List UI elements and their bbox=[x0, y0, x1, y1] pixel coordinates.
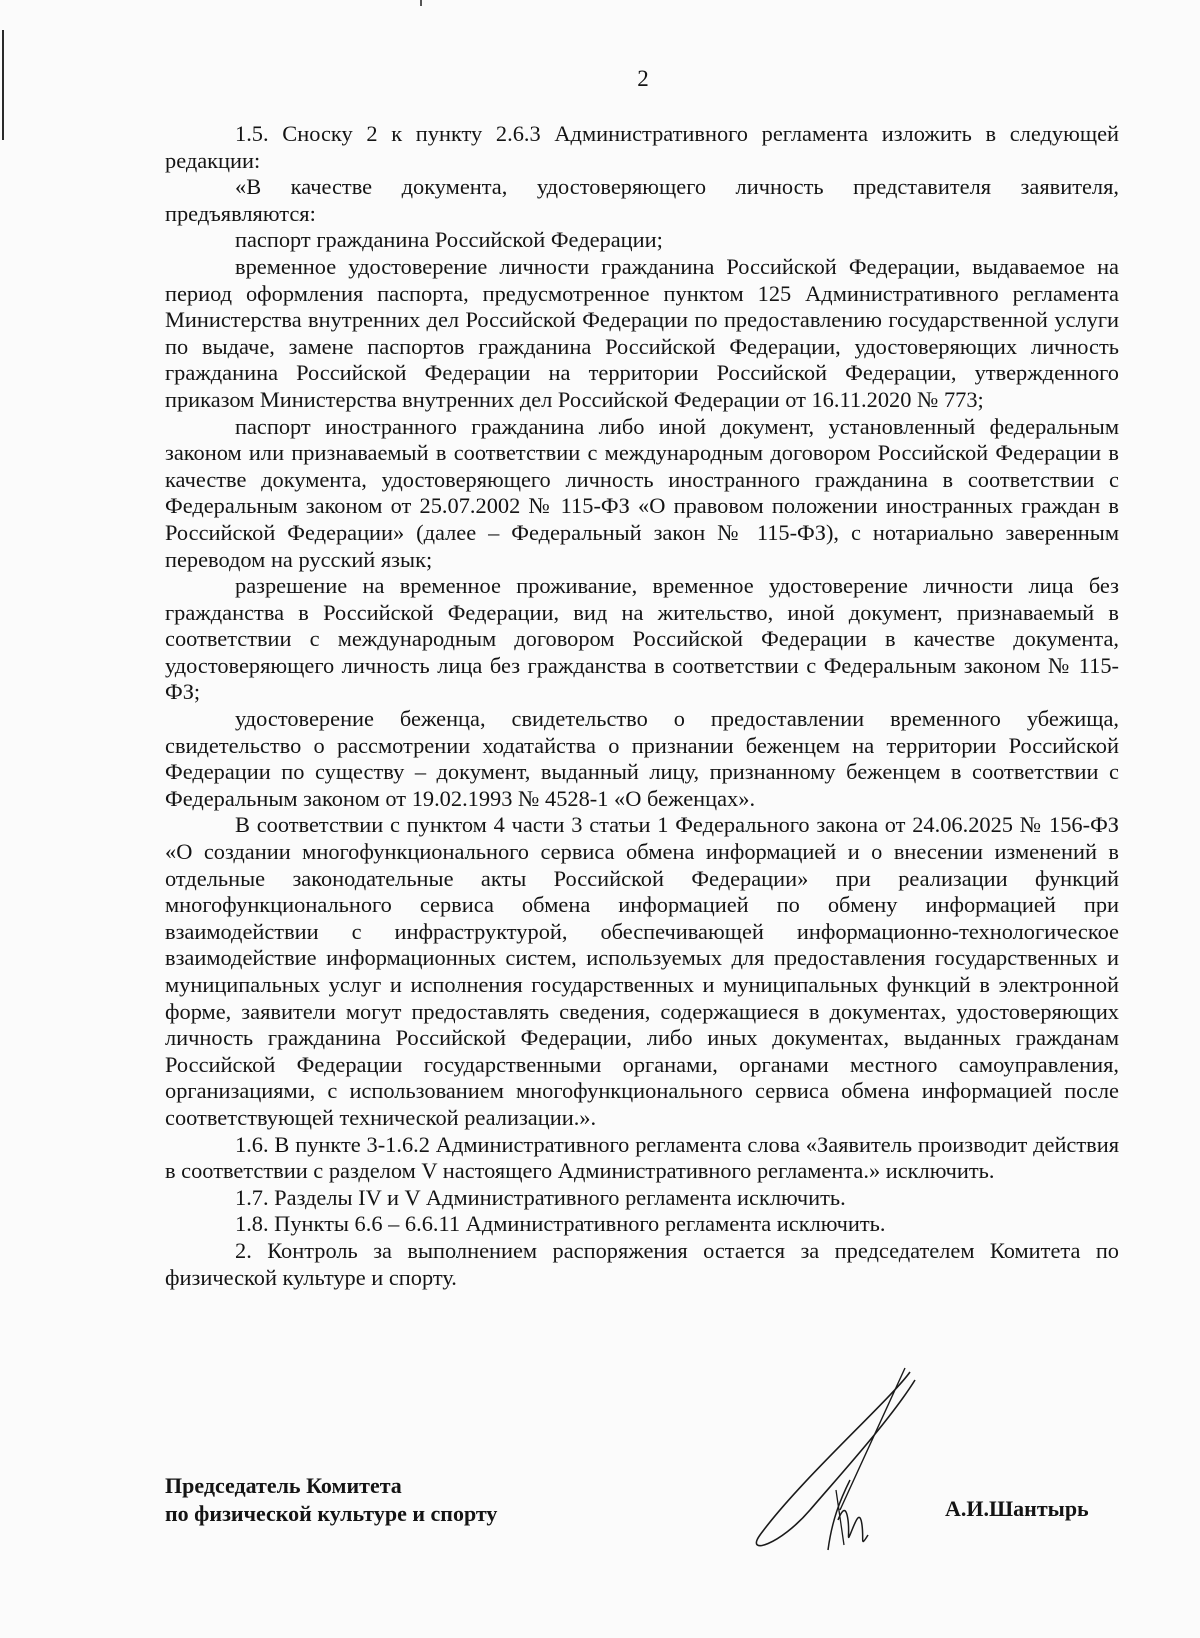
paragraph: 1.8. Пункты 6.6 – 6.6.11 Административного регламента исключить. bbox=[235, 1211, 886, 1237]
handwritten-signature bbox=[740, 1360, 970, 1560]
page-number: 2 bbox=[637, 66, 649, 91]
paragraph: разрешение на временное проживание, временное удостоверение личности лица без гражданства в Российской Федерации, вид на жительство, иной документ, признаваемый в соответствии с международным договором Российской Федерации в качестве документа, удостоверяющего личность лица без гражданства в соответствии с Федеральным законом № 115-ФЗ; bbox=[165, 573, 1119, 705]
paragraph: 2. Контроль за выполнением распоряжения остается за председателем Комитета по физической культуре и спорту. bbox=[165, 1237, 1119, 1290]
signatory-name: А.И.Шантырь bbox=[945, 1496, 1089, 1521]
paragraph: паспорт иностранного гражданина либо иной документ, установленный федеральным законом или признаваемый в соответствии с международным договором Российской Федерации в качестве документа, удостоверяющего личность иностранного гражданина в соответствии с Федеральным законом от 25.07.2002 № 115-ФЗ «О правовом положении иностранных граждан в Российской Федерации» (далее – Федеральный закон № 115-ФЗ), с нотариально заверенным переводом на русский язык; bbox=[165, 413, 1119, 572]
document-body bbox=[165, 121, 1119, 1291]
signatory-title bbox=[165, 1472, 497, 1528]
paragraph: «В качестве документа, удостоверяющего личность представителя заявителя, предъявляются: bbox=[165, 174, 1119, 226]
paragraph: 1.7. Разделы IV и V Административного регламента исключить. bbox=[235, 1184, 846, 1210]
paragraph: 1.5. Сноску 2 к пункту 2.6.3 Административного регламента изложить в следующей редакции: bbox=[165, 121, 1119, 173]
paragraph: удостоверение беженца, свидетельство о предоставлении временного убежища, свидетельство о рассмотрении ходатайства о признании беженцем на территории Российской Федерации по существу – документ, выданный лицу, признанному беженцем в соответствии с Федеральным законом от 19.02.1993 № 4528-1 «О беженцах». bbox=[165, 706, 1119, 811]
paragraph: временное удостоверение личности гражданина Российской Федерации, выдаваемое на период оформления паспорта, предусмотренное пунктом 125 Административного регламента Министерства внутренних дел Российской Федерации по предоставлению государственной услуги по выдаче, замене паспортов гражданина Российской Федерации, удостоверяющих личность гражданина Российской Федерации на территории Российской Федерации, утвержденного приказом Министерства внутренних дел Российской Федерации от 16.11.2020 № 773; bbox=[165, 253, 1119, 412]
scan-top-mark bbox=[420, 0, 422, 6]
paragraph: паспорт гражданина Российской Федерации; bbox=[235, 227, 663, 253]
signatory-title-line: по физической культуре и спорту bbox=[165, 1501, 498, 1526]
paragraph: 1.6. В пункте 3-1.6.2 Административного регламента слова «Заявитель производит действия в соответствии с разделом V настоящего Административного регламента.» исключить. bbox=[165, 1131, 1119, 1184]
paragraph: В соответствии с пунктом 4 части 3 статьи 1 Федерального закона от 24.06.2025 № 156-ФЗ «О создании многофункционального сервиса обмена информацией и о внесении изменений в отдельные законодательные акты Российской Федерации» при реализации функций многофункционального сервиса обмена информацией по обмену информацией при взаимодействии с инфраструктурой, обеспечивающей информационно-технологическое взаимодействие информационных систем, используемых для предоставления государственных и муниципальных услуг и исполнения государственных и муниципальных функций в электронной форме, заявители могут предоставлять сведения, содержащиеся в документах, удостоверяющих личность гражданина Российской Федерации, либо иных документах, выданных гражданам Российской Федерации государственными органами, органами местного самоуправления, организациями, с использованием многофункционального сервиса обмена информацией после соответствующей технической реализации.». bbox=[165, 812, 1119, 1130]
signatory-title-line: Председатель Комитета bbox=[165, 1473, 402, 1498]
